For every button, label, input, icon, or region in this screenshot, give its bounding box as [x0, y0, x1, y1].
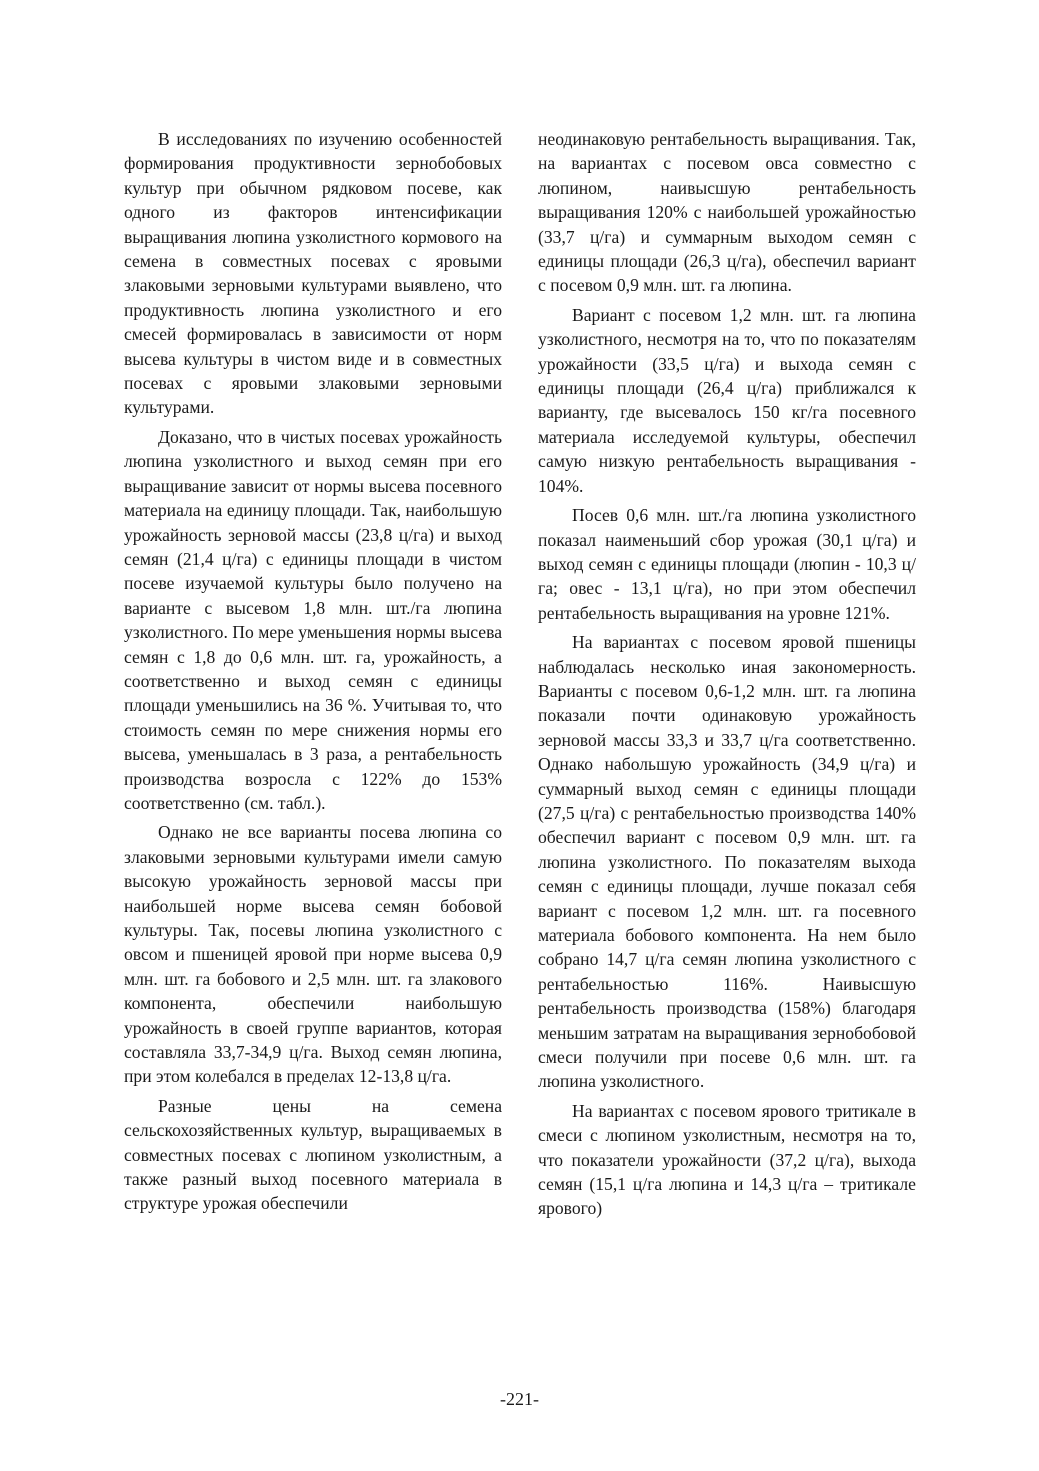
- paragraph: Доказано, что в чистых посевах урожайность люпина узколистного и выход семян при его выращивание зависит от нормы высева посевного материала на единицу площади. Так, наибольшую урожайность зерновой массы (23,8 ц/га) и выход семян (21,4 ц/га) с единицы площади в чистом посеве изучаемой культуры было получено на варианте с высевом 1,8 млн. шт./га люпина узколистного. По мере уменьшения нормы высева семян с 1,8 до 0,6 млн. шт. га, урожайность, а соответственно и выход семян с единицы площади уменьшились на 36 %. Учитывая то, что стоимость семян по мере снижения нормы его высева, уменьшалась в 3 раза, а рентабельность производства возросла с 122% до 153% соответственно (см. табл.).: [124, 426, 502, 813]
- paragraph: Разные цены на семена сельскохозяйственных культур, выращиваемых в совместных посевах с люпином узколистным, а также разный выход посевного материала в структуре урожая обеспечили: [124, 1095, 502, 1214]
- right-column: [538, 127, 916, 1226]
- left-column: [124, 127, 502, 1221]
- paragraph: На вариантах с посевом ярового тритикале в смеси с люпином узколистным, несмотря на то, что показатели урожайности (37,2 ц/га), выхода семян (15,1 ц/га люпина и 14,3 ц/га – тритикале ярового): [538, 1100, 916, 1219]
- paragraph: В исследованиях по изучению особенностей формирования продуктивности зернобобовых культур при обычном рядковом посеве, как одного из факторов интенсификации выращивания люпина узколистного кормового на семена в совместных посевах с яровыми злаковыми зерновыми культурами выявлено, что продуктивность люпина узколистного и его смесей формировалась в зависимости от норм высева культуры в чистом виде и в совместных посевах с яровыми злаковыми зерновыми культурами.: [124, 129, 502, 418]
- paragraph: На вариантах с посевом яровой пшеницы наблюдалась несколько иная закономерность. Варианты с посевом 0,6-1,2 млн. шт. га люпина показали почти одинаковую урожайность зерновой массы 33,3 и 33,7 ц/га соответственно. Однако набольшую урожайность (34,9 ц/га) и суммарный выход семян с единицы площади (27,5 ц/га) с рентабельностью производства 140% обеспечил вариант с посевом 0,9 млн. шт. га люпина узколистного. По показателям выхода семян с единицы площади, лучше показал себя вариант с посевом 1,2 млн. шт. га посевного материала бобового компонента. На нем было собрано 14,7 ц/га семян люпина узколистного с рентабельностью 116%. Наивысшую рентабельность производства (158%) благодаря меньшим затратам на выращивания зернобобовой смеси получили при посеве 0,6 млн. шт. га люпина узколистного.: [538, 632, 916, 1092]
- paragraph: Однако не все варианты посева люпина со злаковыми зерновыми культурами имели самую высокую урожайность зерновой массы при наибольшей норме высева семян бобовой культуры. Так, посевы люпина узколистного с овсом и пшеницей яровой при норме высева 0,9 млн. шт. га бобового и 2,5 млн. шт. га злакового компонента, обеспечили наибольшую урожайность в своей группе вариантов, которая составляла 33,7-34,9 ц/га. Выход семян люпина, при этом колебался в пределах 12-13,8 ц/га.: [124, 822, 502, 1087]
- paragraph-continuation: неодинаковую рентабельность выращивания. Так, на вариантах с посевом овса совместно с люпином, наивысшую рентабельность выращивания 120% с наибольшей урожайностью (33,7 ц/га) и суммарным выходом семян с единицы площади (26,3 ц/га), обеспечил вариант с посевом 0,9 млн. шт. га люпина.: [538, 129, 916, 296]
- page-number: -221-: [500, 1389, 539, 1409]
- paragraph: Вариант с посевом 1,2 млн. шт. га люпина узколистного, несмотря на то, что по показателям урожайности (33,5 ц/га) и выхода семян с единицы площади (26,4 ц/га) приближался к варианту, где высевалось 150 кг/га посевного материала исследуемой культуры, обеспечил самую низкую рентабельность выращивания - 104%.: [538, 304, 916, 496]
- paragraph: Посев 0,6 млн. шт./га люпина узколистного показал наименьший сбор урожая (30,1 ц/га) и выход семян с единицы площади (люпин - 10,3 ц/га; овес - 13,1 ц/га), но при этом обеспечил рентабельность выращивания на уровне 121%.: [538, 505, 916, 623]
